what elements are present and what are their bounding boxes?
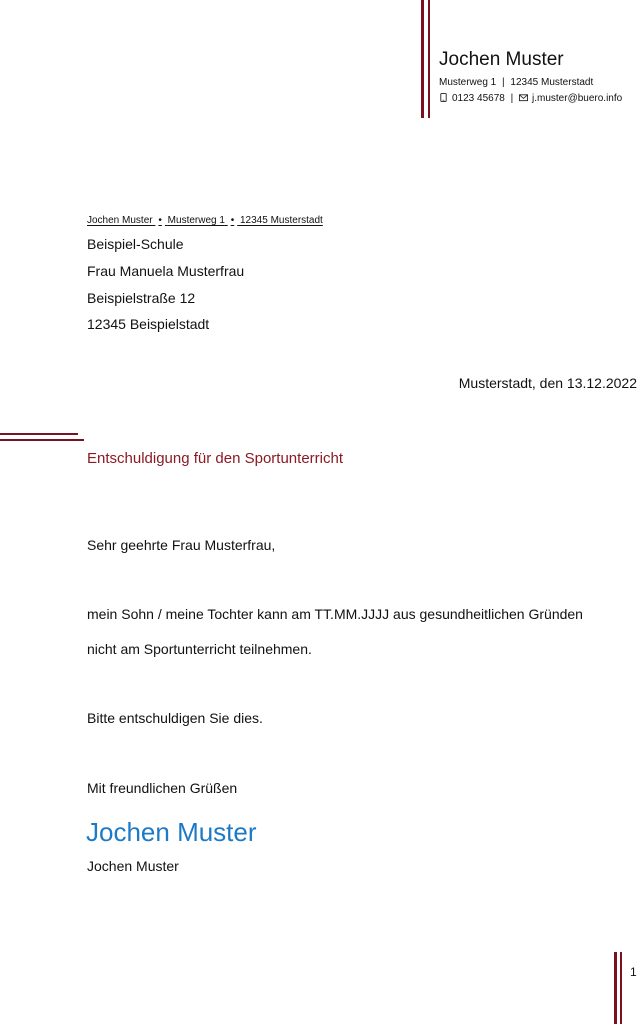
- header-accent-bar-right: [428, 0, 430, 118]
- recipient-line-4: 12345 Beispielstadt: [87, 316, 210, 332]
- sender-name: Jochen Muster: [439, 49, 564, 70]
- recipient-line-2: Frau Manuela Musterfrau: [87, 263, 245, 279]
- sender-address-line: [439, 77, 593, 88]
- salutation: Sehr geehrte Frau Musterfrau,: [87, 537, 276, 553]
- bullet: •: [230, 215, 235, 226]
- return-city: 12345 Musterstadt: [240, 215, 323, 226]
- header-accent-bar-left: [421, 0, 424, 118]
- recipient-line-1: Beispiel-Schule: [87, 236, 184, 252]
- signature-script: Jochen Muster: [86, 817, 257, 847]
- sender-contact-line: [439, 93, 622, 104]
- bullet: •: [158, 215, 162, 226]
- sender-street: Musterweg 1: [439, 77, 497, 88]
- letter-date: Musterstadt, den 13.12.2022: [458, 375, 637, 391]
- signature-printed-name: Jochen Muster: [87, 858, 179, 874]
- fold-mark-line-top: [0, 433, 78, 435]
- sender-email[interactable]: j.muster@buero.info: [532, 93, 623, 104]
- closing: Mit freundlichen Grüßen: [87, 780, 238, 796]
- paragraph-1-line-1: mein Sohn / meine Tochter kann am TT.MM.JJJJ aus gesundheitlichen Gründen: [87, 606, 583, 622]
- paragraph-1-line-2: nicht am Sportunterricht teilnehmen.: [87, 641, 312, 657]
- recipient-line-3: Beispielstraße 12: [87, 290, 196, 306]
- return-name: Jochen Muster: [87, 215, 153, 226]
- footer-accent-bar-right: [620, 952, 622, 1024]
- page-number: 1: [630, 965, 637, 979]
- sender-phone: 0123 45678: [452, 93, 505, 104]
- phone-icon: [439, 93, 448, 102]
- return-street: Musterweg 1: [167, 215, 225, 226]
- return-address-line: [87, 215, 323, 226]
- footer-accent-bar-left: [614, 952, 617, 1024]
- sender-city: 12345 Musterstadt: [510, 77, 594, 88]
- paragraph-2: Bitte entschuldigen Sie dies.: [87, 710, 263, 726]
- envelope-icon: [519, 93, 528, 102]
- letter-subject: Entschuldigung für den Sportunterricht: [87, 450, 343, 467]
- separator: |: [502, 77, 505, 88]
- fold-mark-line-bottom: [0, 439, 84, 441]
- separator: |: [510, 93, 514, 104]
